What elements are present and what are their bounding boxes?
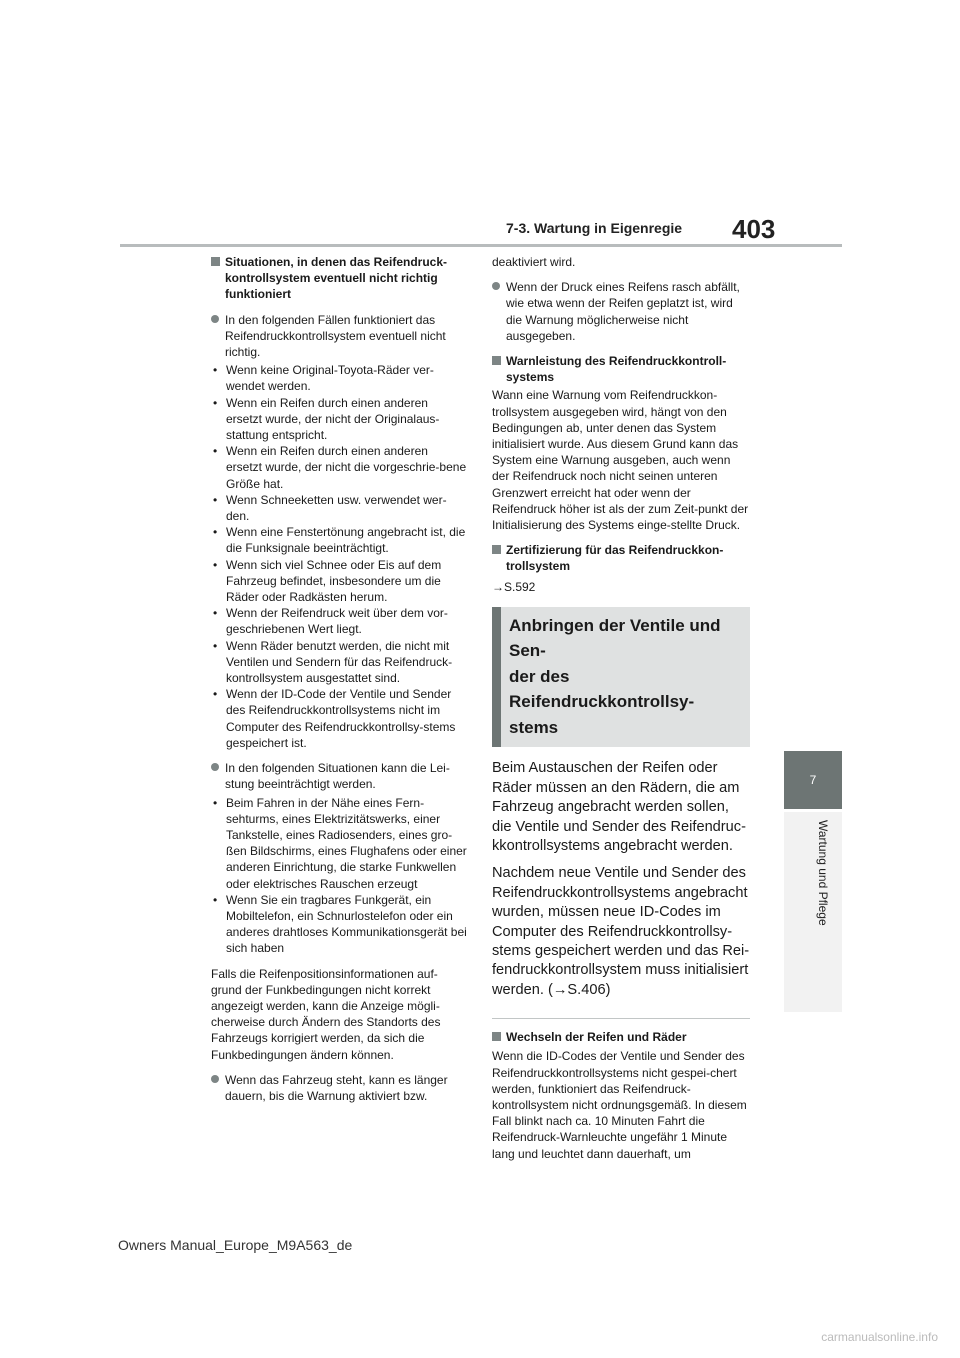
circle-bullet-icon: [211, 315, 219, 323]
chapter-tab: [784, 751, 842, 809]
circle-bullet-icon: [211, 763, 219, 771]
list-item: • Wenn ein Reifen durch einen anderen ersetzt wurde, der nicht der Originalaus-stattung entspricht.: [211, 395, 467, 444]
list-item: • Wenn der Reifendruck weit über dem vor-geschriebenen Wert liegt.: [211, 605, 467, 637]
circle-bullet-icon: [211, 1075, 219, 1083]
list-item: • Wenn ein Reifen durch einen anderen ersetzt wurde, der nicht die vorgeschrie-bene Größe hat.: [213, 444, 467, 491]
list-item-text: Wenn der Reifendruck weit über dem vor-geschriebenen Wert liegt.: [226, 606, 448, 637]
subheading-text: Situationen, in denen das Reifendruck-kontrollsystem eventuell nicht richtig funktioniert: [225, 255, 448, 302]
list-item-text: Wenn eine Fenstertönung angebracht ist, die die Funksignale beeinträchtigt.: [226, 525, 466, 556]
section-heading: [492, 607, 750, 748]
page-number: 403: [732, 214, 776, 244]
subheading-situations: [211, 254, 467, 303]
list-item-text: Wenn ein Reifen durch einen anderen ersetzt wurde, der nicht der Originalaus-stattung entspricht.: [226, 395, 440, 443]
list-item: • Wenn keine Original-Toyota-Räder ver-wendet werden.: [211, 362, 467, 394]
subheading-certification: [492, 542, 750, 574]
list-item: • Wenn Sie ein tragbares Funkgerät, ein Mobiltelefon, ein Schnurlostelefon oder ein anderes drahtloses Kommunikationsgerät bei sich haben: [213, 892, 467, 956]
list-item-text: Wenn Sie ein tragbares Funkgerät, ein Mobiltelefon, ein Schnurlostelefon oder ein anderes drahtloses Kommunikationsgerät bei sich haben: [226, 892, 467, 956]
bullet-text: In den folgenden Situationen kann die Lei-stung beeinträchtigt werden.: [225, 761, 450, 792]
footer-text: Owners Manual_Europe_M9A563_de: [118, 1237, 353, 1253]
list-item-text: Wenn keine Original-Toyota-Räder ver-wendet werden.: [226, 363, 434, 394]
bullet-point: [211, 312, 467, 361]
list-item-text: Wenn sich viel Schnee oder Eis auf dem Fahrzeug befindet, insbesondere um die Räder oder Radkästen herum.: [226, 557, 442, 605]
list-item-text: Wenn ein Reifen durch einen anderen ersetzt wurde, der nicht die vorgeschrie-bene Größe hat.: [226, 444, 467, 491]
heading-line: stems: [509, 717, 559, 737]
circle-bullet-icon: [492, 282, 500, 290]
bullet-point: [211, 760, 467, 792]
chapter-number: 7: [809, 773, 817, 787]
heading-line: der des Reifendruckkontrollsy-: [509, 666, 695, 712]
square-bullet-icon: [492, 356, 501, 365]
list-item-text: Wenn Räder benutzt werden, die nicht mit Ventilen und Sendern für das Reifendruck-kontrollsystem ausgestattet sind.: [226, 638, 453, 686]
body-text-large: Nachdem neue Ventile und Sender des Reifendruckkontrollsystems angebracht wurden, müssen neue ID-Codes im Computer des Reifendruckkontrollsy-stems gespeichert werden und das Rei-fendruckkontrollsystem muss initialisiert werden. (→S.406): [492, 865, 750, 998]
subheading-changing: [492, 1029, 750, 1045]
list-item: • Wenn eine Fenstertönung angebracht ist, die die Funksignale beeinträchtigt.: [213, 525, 466, 556]
chapter-title: Wartung und Pflege: [816, 820, 830, 926]
page-reference-link[interactable]: →S.592: [492, 579, 536, 594]
bullet-text: In den folgenden Fällen funktioniert das Reifendruckkontrollsystem eventuell nicht richtig.: [225, 312, 446, 360]
bullet-point: [492, 279, 750, 344]
subheading-warning: [492, 353, 750, 385]
paragraph-continuation: deaktiviert wird.: [492, 255, 576, 269]
square-bullet-icon: [492, 545, 501, 554]
subheading-text: Wechseln der Reifen und Räder: [506, 1030, 687, 1045]
left-column: [211, 254, 467, 1106]
body-text-large: Beim Austauschen der Reifen oder Räder müssen an den Rädern, die am Fahrzeug angebracht werden sollen, die Ventile und Sender des Reifendruc-kkontrollsystems angebracht werden.: [492, 760, 746, 854]
heading-line: Anbringen der Ventile und Sen-: [509, 615, 721, 661]
paragraph: Falls die Reifenpositionsinformationen auf-grund der Funkbedingungen nicht korrekt angezeigt werden, kann die Anzeige mögli-cherweise durch Ändern des Standorts des Fahrzeugs korrigiert werden, da sich die Funkbedingungen ändern können.: [211, 966, 441, 1062]
subheading-text: Warnleistung des Reifendruckkontroll-systems: [506, 354, 727, 385]
list-item: • Wenn Schneeketten usw. verwendet wer-den.: [211, 492, 467, 524]
paragraph: Wann eine Warnung vom Reifendruckkon-trollsystem ausgegeben wird, hängt von den Bedingungen ab, unter denen das System initialisiert wurde. Aus diesem Grund kann das System eine Warnung ausgeben, auch wenn der Reifendruck noch nicht seinen unteren Grenzwert erreicht hat oder wenn der Reifendruck höher ist als der zum Zeit-punkt der Initialisierung des Systems einge-stellte Druck.: [492, 388, 749, 533]
list-item: • Wenn der ID-Code der Ventile und Sender des Reifendruckkontrollsystems nicht im Computer des Reifendruckkontrollsy-stems gespeichert ist.: [211, 686, 467, 751]
bullet-point: [211, 1072, 467, 1104]
list-item: • Beim Fahren in der Nähe eines Fern-sehturms, eines Elektrizitätswerks, einer Tankstelle, eines Radiosenders, eines gro-ßen Bildschirms, eines Flughafens oder einer anderen Einrichtung, die starke Funkwellen oder elektrisches Rauschen erzeugt: [213, 795, 467, 891]
bullet-text: Wenn der Druck eines Reifens rasch abfällt, wie etwa wenn der Reifen geplatzt ist, wird die Warnung möglicherweise nicht ausgegeben.: [506, 280, 740, 343]
right-column: [492, 254, 750, 1171]
paragraph: Wenn die ID-Codes der Ventile und Sender des Reifendruckkontrollsystems nicht gespei-chert werden, funktioniert das Reifendruck-kontrollsystem nicht ordnungsgemäß. In diesem Fall blinkt nach ca. 10 Minuten Fahrt die Reifendruck-Warnleuchte ungefähr 1 Minute lang und leuchtet dann dauerhaft, um: [492, 1049, 747, 1161]
header-divider: [120, 244, 842, 247]
watermark-text: carmanualsonline.info: [821, 1330, 938, 1344]
bullet-text: Wenn das Fahrzeug steht, kann es länger dauern, bis die Warnung aktiviert bzw.: [225, 1072, 448, 1103]
list-item-text: Wenn Schneeketten usw. verwendet wer-den.: [226, 492, 447, 524]
list-item-text: Beim Fahren in der Nähe eines Fern-sehturms, eines Elektrizitätswerks, einer Tankstelle, eines Radiosenders, eines gro-ßen Bildschirms, eines Flughafens oder einer anderen Einrichtung, die starke Funkwellen oder elektrisches Rauschen erzeugt: [226, 795, 467, 891]
subheading-text: Zertifizierung für das Reifendruckkon-trollsystem: [506, 543, 724, 574]
square-bullet-icon: [492, 1032, 501, 1041]
divider: [492, 1018, 750, 1019]
list-item-text: Wenn der ID-Code der Ventile und Sender des Reifendruckkontrollsystems nicht im Computer des Reifendruckkontrollsy-stems gespeichert ist.: [226, 687, 456, 750]
section-title: 7-3. Wartung in Eigenregie: [506, 220, 683, 236]
square-bullet-icon: [211, 257, 220, 266]
list-item: • Wenn sich viel Schnee oder Eis auf dem Fahrzeug befindet, insbesondere um die Räder oder Radkästen herum.: [211, 557, 467, 606]
list-item: • Wenn Räder benutzt werden, die nicht mit Ventilen und Sendern für das Reifendruck-kontrollsystem ausgestattet sind.: [211, 638, 467, 687]
